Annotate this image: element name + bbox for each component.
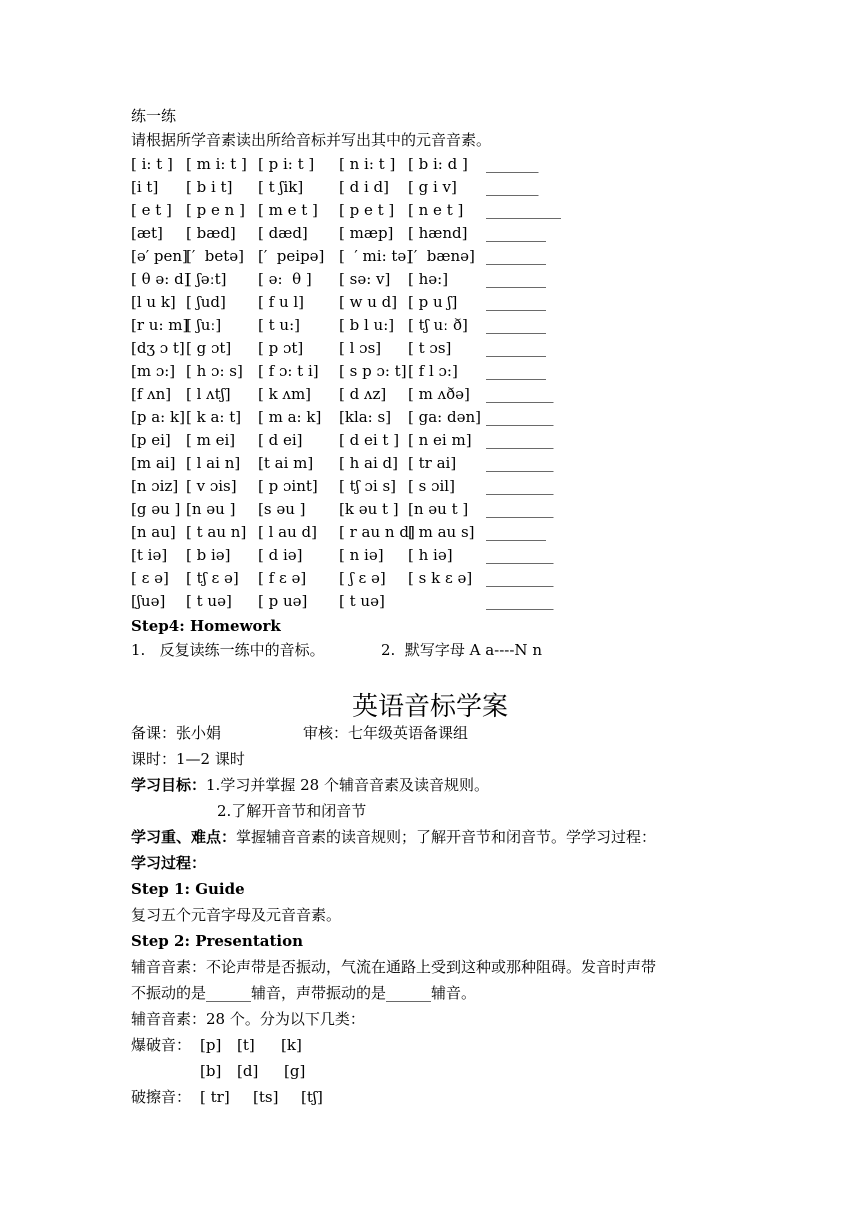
keypoints-label: 学习重、难点： [131,828,237,846]
phonetic-item: [′ betə] [186,247,245,265]
phonetic-item: [g əu ] [131,500,181,518]
phonetic-item: [ tʃ ɔi s] [339,477,397,495]
phonetic-item: [ n ei m] [408,431,472,449]
phonetic-item: [i t] [131,178,159,196]
answer-blank: _________ [486,408,554,426]
phonetic-item: [ d ei] [258,431,303,449]
answer-blank: _________ [486,385,554,403]
step1-text: 复习五个元音字母及元音音素。 [131,906,342,924]
periods: 课时：1—2 课时 [131,750,245,768]
phonetic-item: [p a: k] [131,408,185,426]
prepared-by: 备课：张小娟 [131,724,222,742]
plosive-d: [d] [237,1062,259,1080]
goals-label: 学习目标： [131,776,207,794]
phonetic-item: [ tʃ uː ð] [408,316,468,334]
phonetic-item: [s əu ] [258,500,306,518]
answer-blank: ________ [486,339,546,357]
answer-blank: _________ [486,592,554,610]
phonetic-item: [ n e t ] [408,201,464,219]
phonetic-item: [ ɛ ə] [131,569,169,587]
phonetic-item: [p ei] [131,431,171,449]
answer-blank: ________ [486,293,546,311]
phonetic-item: [ n i: t ] [339,155,396,173]
answer-blank: ________ [486,362,546,380]
phonetic-item: [ b i t] [186,178,233,196]
reviewed-by: 审核：七年级英语备课组 [303,724,469,742]
answer-blank: _______ [486,178,539,196]
phonetic-item: [ l ɔs] [339,339,382,357]
affricate-tsh: [tʃ] [301,1088,323,1106]
phonetic-item: [ m a: k] [258,408,322,426]
phonetic-item: [ f ɔ: t i] [258,362,319,380]
phonetic-item: [ d i d] [339,178,390,196]
phonetic-item: [m ɔ:] [131,362,176,380]
answer-blank: ________ [486,224,546,242]
phonetic-item: [dʒ ɔ t] [131,339,185,357]
phonetic-item: [ f ɛ ə] [258,569,307,587]
phonetic-item: [ l ʌtʃ] [186,385,231,403]
answer-blank: _______ [486,155,539,173]
phonetic-item: [′ peipə] [258,247,325,265]
plosive-g: [g] [284,1062,306,1080]
plosive-b: [b] [200,1062,222,1080]
phonetic-item: [ ʃuː] [186,316,222,334]
phonetic-item: [t iə] [131,546,168,564]
phonetic-item: [ i: t ] [131,155,173,173]
phonetic-item: [ m i: t ] [186,155,247,173]
answer-blank: ________ [486,316,546,334]
plosive-k: [k] [281,1036,302,1054]
phonetic-item: [ t au n] [186,523,247,541]
phonetic-item: [ θ ə: d] [131,270,190,288]
answer-blank: _________ [486,477,554,495]
phonetic-item: [ p e t ] [339,201,395,219]
phonetic-item: [ b i: d ] [408,155,468,173]
phonetic-item: [ ga: dən] [408,408,481,426]
phonetic-item: [ g i v] [408,178,457,196]
consonant-count-line: 辅音音素：28 个。分为以下几类： [131,1010,365,1028]
answer-blank: ________ [486,523,546,541]
phonetic-item: [ e t ] [131,201,172,219]
practice-heading: 练一练 [131,107,177,125]
phonetic-item: [ tʃ ɛ ə] [186,569,239,587]
phonetic-item: [ m e t ] [258,201,318,219]
phonetic-item: [ p uə] [258,592,308,610]
phonetic-item: [ sə: v] [339,270,391,288]
phonetic-item: [ v ɔis] [186,477,237,495]
phonetic-item: [ f l ɔ:] [408,362,458,380]
affricate-ts: [ts] [253,1088,279,1106]
goal-2: 2.了解开音节和闭音节 [217,802,367,820]
answer-blank: ________ [486,270,546,288]
phonetic-item: [æt] [131,224,163,242]
phonetic-item: [ p ɔt] [258,339,304,357]
phonetic-item: [ t ɔs] [408,339,452,357]
phonetic-item: [n əu t ] [408,500,469,518]
phonetic-item: [ n iə] [339,546,384,564]
phonetic-item: [ t uə] [339,592,385,610]
step2-heading: Step 2: Presentation [131,932,304,950]
phonetic-item: [m ai] [131,454,176,472]
phonetic-item: [ p e n ] [186,201,245,219]
process-label: 学习过程： [131,854,207,872]
phonetic-item: [ ′ mi: tə] [339,247,413,265]
phonetic-item: [ ʃud] [186,293,226,311]
phonetic-item: [ʃuə] [131,592,166,610]
plosive-p: [p] [200,1036,222,1054]
phonetic-item: [ r au n d] [339,523,415,541]
phonetic-item: [ d ei t ] [339,431,400,449]
phonetic-item: [k əu t ] [339,500,399,518]
phonetic-item: [ tr ai] [408,454,457,472]
phonetic-item: [ g ɔt] [186,339,232,357]
phonetic-item: [ ʃ ɛ ə] [339,569,386,587]
phonetic-item: [ l ai n] [186,454,241,472]
answer-blank: _________ [486,454,554,472]
phonetic-item: [ m ʌðə] [408,385,470,403]
phonetic-item: [ h ɔ: s] [186,362,243,380]
answer-blank: _________ [486,500,554,518]
phonetic-item: [ f u l] [258,293,305,311]
phonetic-item: [ t uə] [186,592,232,610]
phonetic-item: [ p ɔint] [258,477,318,495]
practice-instruction: 请根据所学音素读出所给音标并写出其中的元音音素。 [131,131,492,149]
keypoints-text: 掌握辅音音素的读音规则；了解开音节和闭音节。学学习过程： [236,828,657,846]
plosive-t: [t] [237,1036,255,1054]
consonant-paragraph-line-2: 不振动的是______辅音，声带振动的是______辅音。 [131,984,477,1002]
answer-blank: __________ [486,201,561,219]
step1-heading: Step 1: Guide [131,880,245,898]
phonetic-item: [n au] [131,523,176,541]
phonetic-item: [n əu ] [186,500,236,518]
phonetic-item: [ hə:] [408,270,449,288]
phonetic-item: [ mæp] [339,224,394,242]
phonetic-item: [ k ʌm] [258,385,312,403]
phonetic-item: [ p u ʃ] [408,293,458,311]
phonetic-item: [ m ei] [186,431,236,449]
phonetic-item: [l u k] [131,293,176,311]
homework-item-1: 1. 反复读练一练中的音标。 [131,641,325,659]
phonetic-item: [ k a: t] [186,408,242,426]
phonetic-item: [ dæd] [258,224,308,242]
affricate-label: 破擦音： [131,1088,192,1106]
affricate-tr: [ tr] [200,1088,230,1106]
phonetic-item: [ ə: θ ] [258,270,312,288]
phonetic-item: [n ɔiz] [131,477,179,495]
phonetic-item: [ s k ɛ ə] [408,569,473,587]
phonetic-item: [ə′ pen] [131,247,188,265]
phonetic-item: [f ʌn] [131,385,172,403]
phonetic-item: [ h iə] [408,546,453,564]
phonetic-item: [ s ɔil] [408,477,455,495]
phonetic-item: [ l au d] [258,523,318,541]
phonetic-item: [ s p ɔ: t] [339,362,407,380]
homework-heading: Step4: Homework [131,617,281,635]
answer-blank: ________ [486,247,546,265]
phonetic-item: [ b iə] [186,546,231,564]
plosive-label: 爆破音： [131,1036,192,1054]
phonetic-item: [ ʃəːt] [186,270,227,288]
plan-title: 英语音标学案 [351,692,508,722]
phonetic-item: [ d ʌz] [339,385,387,403]
keypoints [131,828,656,846]
phonetic-item: [r u: m] [131,316,189,334]
phonetic-item: [ h ai d] [339,454,399,472]
phonetic-item: [ hænd] [408,224,468,242]
answer-blank: _________ [486,431,554,449]
phonetic-item: [ t u:] [258,316,300,334]
answer-blank: _________ [486,546,554,564]
phonetic-item: [kla: s] [339,408,392,426]
phonetic-item: [ w u d] [339,293,398,311]
phonetic-item: [ p i: t ] [258,155,315,173]
homework-item-2: 2. 默写字母 A a----N n [381,641,542,659]
goal-1: 1.学习并掌握 28 个辅音音素及读音规则。 [206,776,489,794]
consonant-paragraph-line-1: 辅音音素：不论声带是否振动，气流在通路上受到这种或那种阻碍。发音时声带 [131,958,657,976]
phonetic-item: [ d iə] [258,546,303,564]
answer-blank: _________ [486,569,554,587]
phonetic-item: [t ai m] [258,454,314,472]
phonetic-item: [ t ʃik] [258,178,304,196]
phonetic-item: [ m au s] [408,523,475,541]
phonetic-item: [ b l u:] [339,316,395,334]
goals [131,776,489,794]
phonetic-item: [′ bænə] [408,247,475,265]
phonetic-item: [ bæd] [186,224,236,242]
